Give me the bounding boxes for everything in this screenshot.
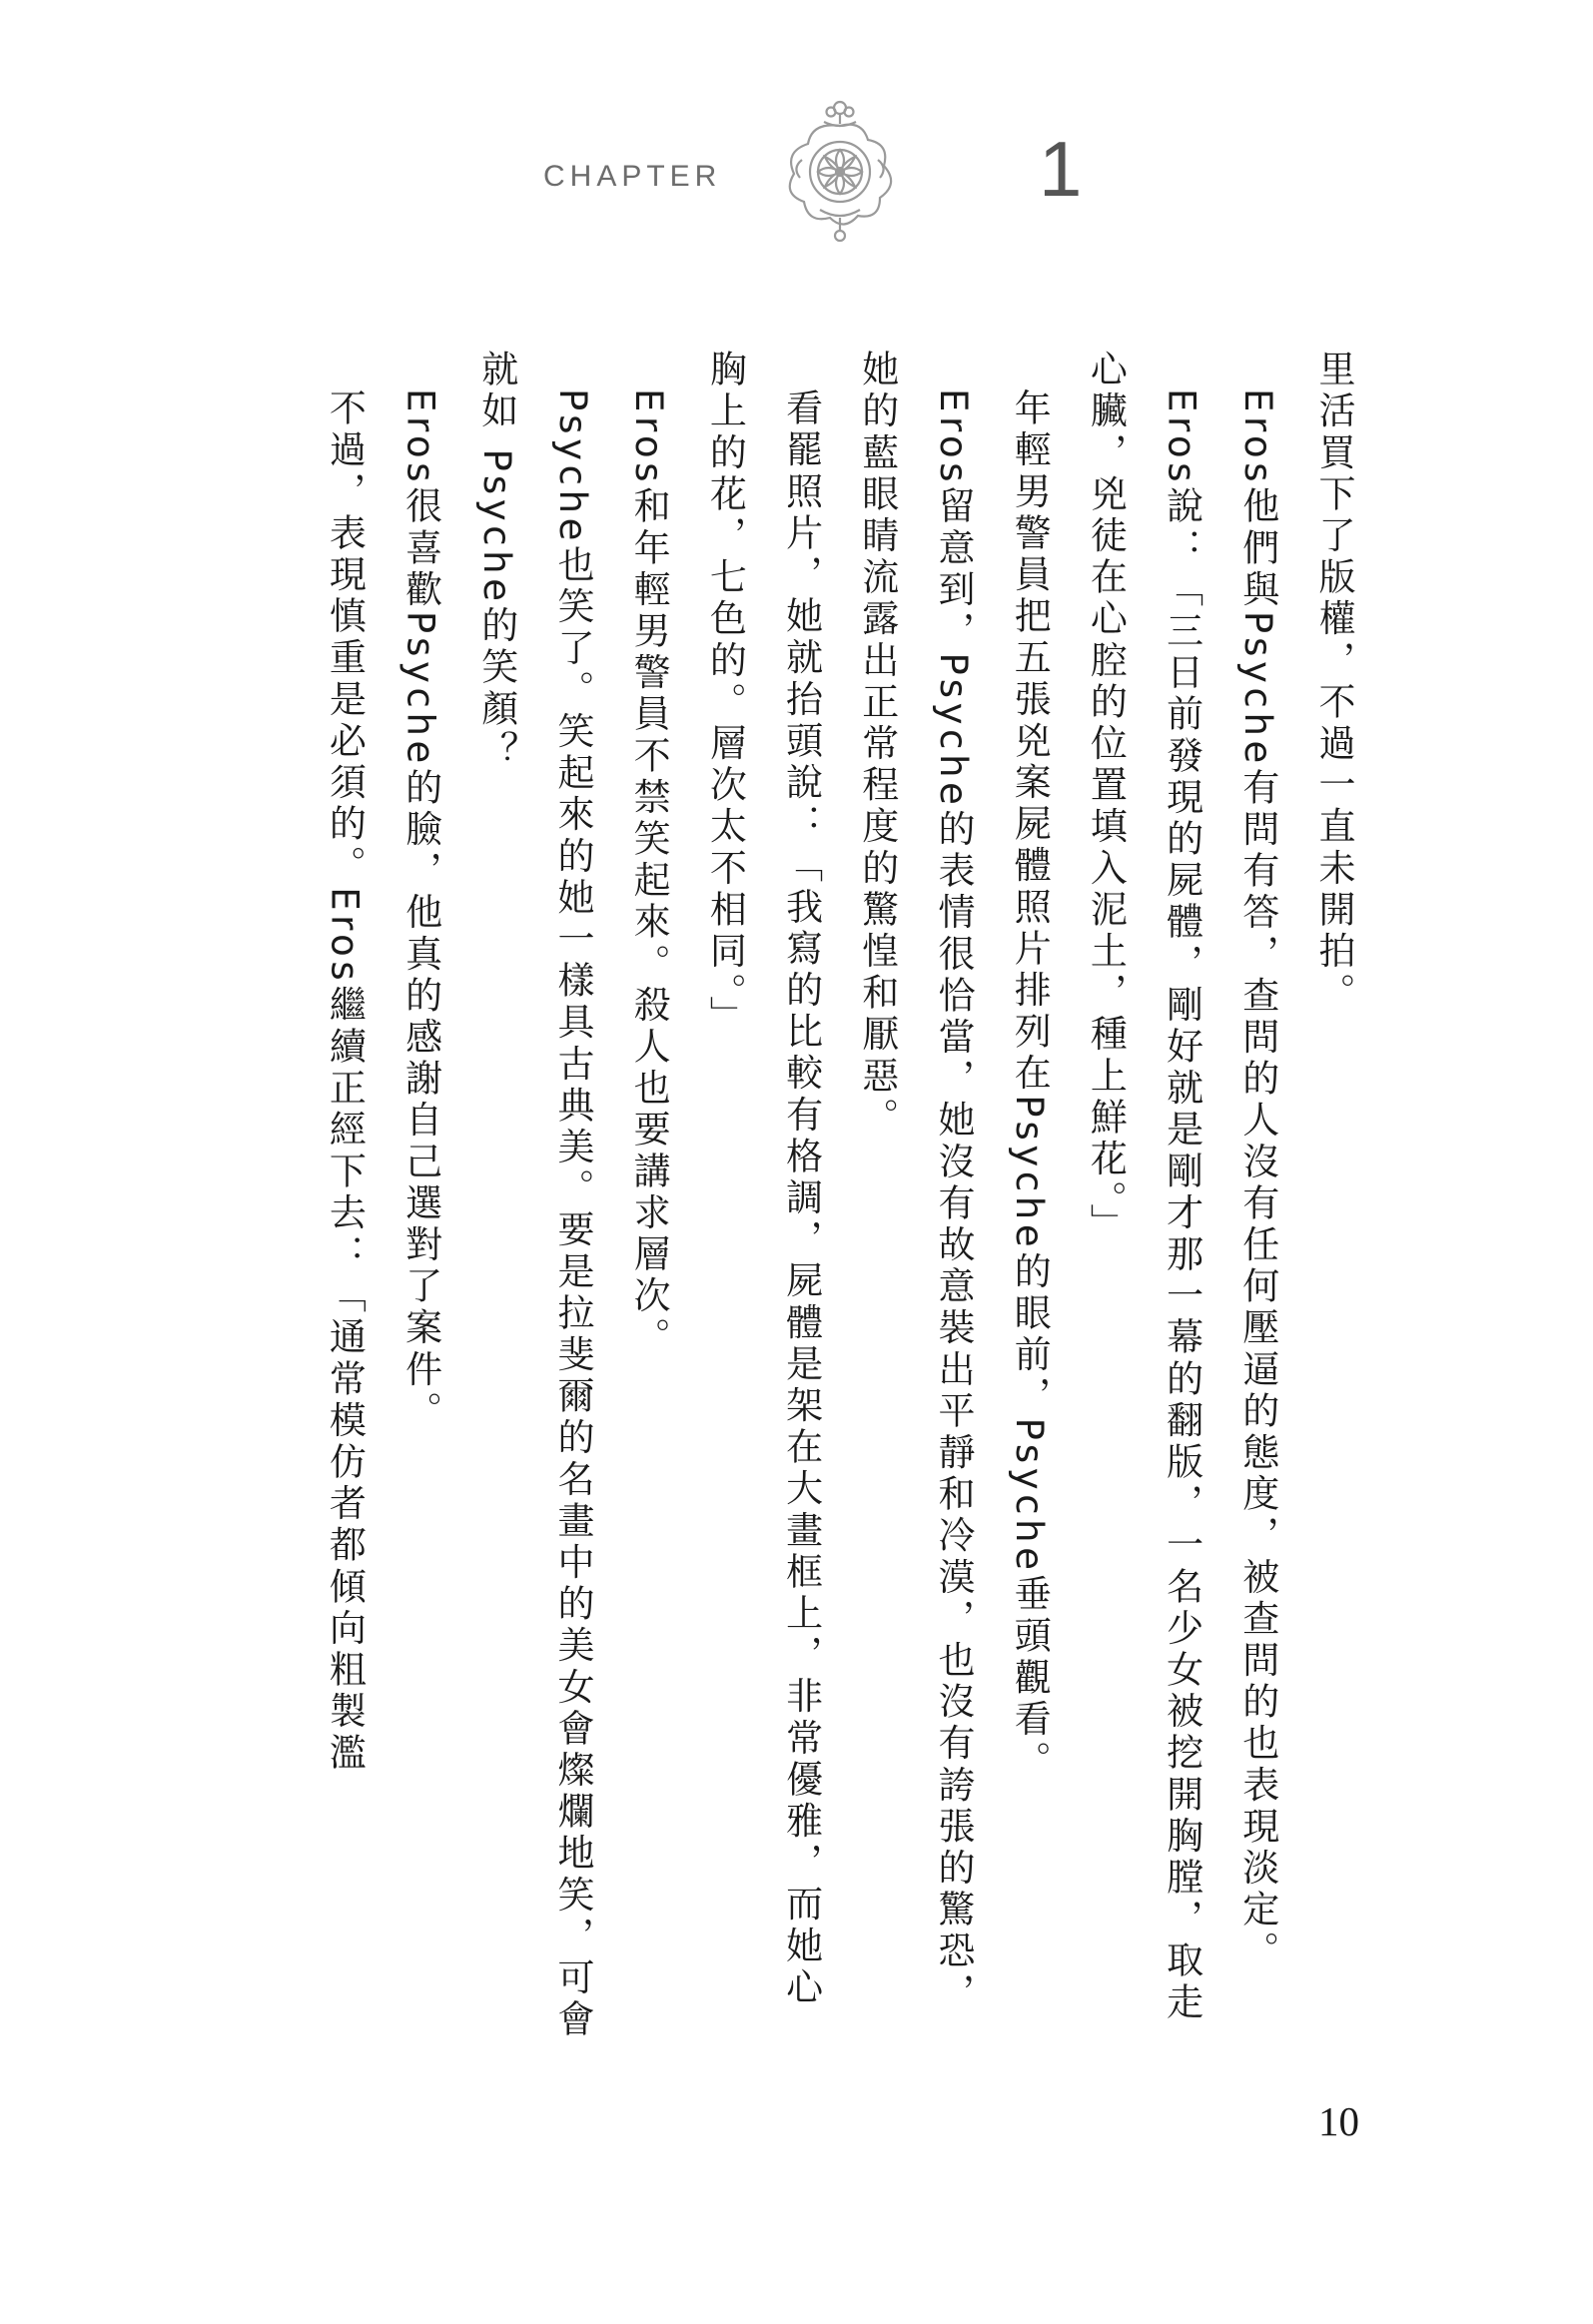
paragraph-7: Eros和年輕男警員不禁笑起來。殺人也要講求層次。 [627, 387, 671, 1359]
paragraph-5: Eros留意到，Psyche的表情很恰當，她沒有故意裝出平靜和冷漠，也沒有誇張的驚恐，她的藍眼睛流露出正常程度的驚惶和厭惡。 [855, 350, 975, 2014]
paragraph-4: 年輕男警員把五張兇案屍體照片排列在Psyche的眼前，Psyche垂頭觀看。 [1008, 387, 1052, 1783]
paragraph-3: Eros說：「三日前發現的屍體，剛好就是剛才那一幕的翻版，一名少女被挖開胸膛，取走心臟，兇徒在心腔的位置填入泥土，種上鮮花。」 [1084, 350, 1203, 2024]
chapter-number: 1 [1039, 125, 1083, 213]
page-number: 10 [1318, 2098, 1359, 2144]
chapter-header [0, 0, 1593, 213]
paragraph-10: 不過，表現慎重是必須的。Eros繼續正經下去：「通常模仿者都傾向粗製濫 [323, 387, 367, 1775]
paragraph-9: Eros很喜歡Psyche的臉，他真的感謝自己選對了案件。 [398, 387, 442, 1433]
paragraph-6: 看罷照片，她就抬頭說：「我寫的比較有格調，屍體是架在大畫框上，非常優雅，而她心胸上的花，七色的。層次太不相同。」 [703, 350, 823, 2009]
vertical-body-text [306, 350, 1371, 2047]
floral-medallion-icon [767, 95, 913, 245]
chapter-label: CHAPTER [543, 160, 722, 193]
paragraph-2: Eros他們與Psyche有問有答，查問的人沒有任何壓逼的態度，被查問的也表現淡定。 [1235, 387, 1279, 1973]
paragraph-8: Psyche也笑了。笑起來的她一樣具古典美。要是拉斐爾的名畫中的美女會燦爛地笑，可會就如 Psyche的笑顏？ [474, 350, 594, 2041]
paragraph-1: 里活買下了版權，不過一直未開拍。 [1312, 350, 1355, 1015]
